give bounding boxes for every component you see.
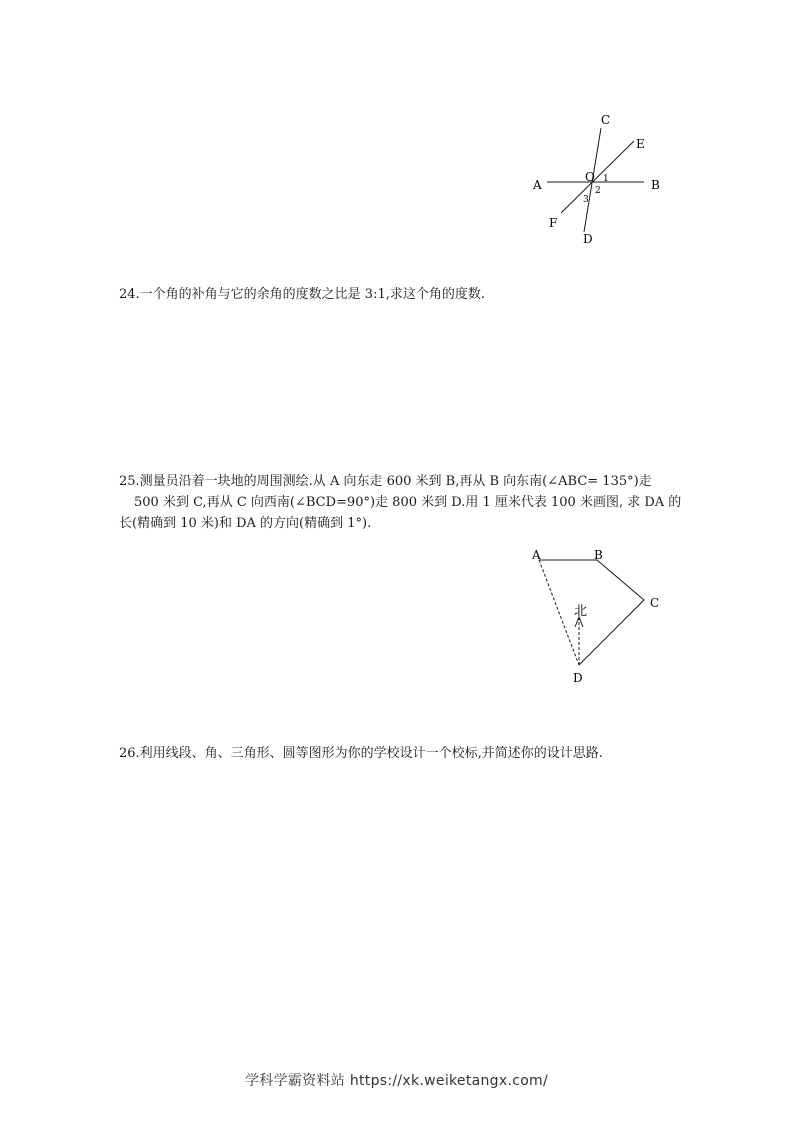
label-angle-1: 1: [603, 174, 609, 184]
label-a: A: [532, 548, 541, 562]
intersecting-lines-figure: [525, 108, 675, 253]
label-c: C: [601, 113, 611, 127]
label-f: F: [549, 216, 558, 230]
label-d: D: [583, 232, 593, 246]
label-angle-3: 3: [583, 195, 589, 205]
footer-watermark: 学科学霸资料站 https://xk.weiketangx.com/: [244, 1073, 549, 1089]
dashed-line-da: [539, 560, 579, 665]
question-24: 24.一个角的补角与它的余角的度数之比是 3:1,求这个角的度数.: [119, 287, 485, 302]
label-b: B: [651, 178, 660, 192]
label-c: C: [650, 596, 660, 610]
question-25: [119, 471, 682, 534]
label-angle-2: 2: [595, 186, 601, 196]
question-25-line-2: 500 米到 C,再从 C 向西南(∠BCD=90°)走 800 米到 D.用 1 厘米代表 100 米画图, 求 DA 的: [134, 495, 682, 510]
survey-path-figure: [525, 543, 675, 693]
question-25-line-3: 长(精确到 10 米)和 DA 的方向(精确到 1°).: [119, 516, 372, 531]
label-e: E: [636, 137, 645, 151]
question-25-line-1: 25.测量员沿着一块地的周围测绘.从 A 向东走 600 米到 B,再从 B 向东南(∠ABC= 135°)走: [119, 474, 652, 489]
question-26: 26.利用线段、角、三角形、圆等图形为你的学校设计一个校标,并简述你的设计思路.: [119, 746, 603, 761]
label-a: A: [533, 178, 542, 192]
label-north: 北: [574, 604, 588, 619]
label-d: D: [573, 671, 583, 685]
label-b: B: [594, 548, 603, 562]
label-o: O: [585, 170, 595, 184]
path-a-b-c-d: [539, 560, 644, 665]
